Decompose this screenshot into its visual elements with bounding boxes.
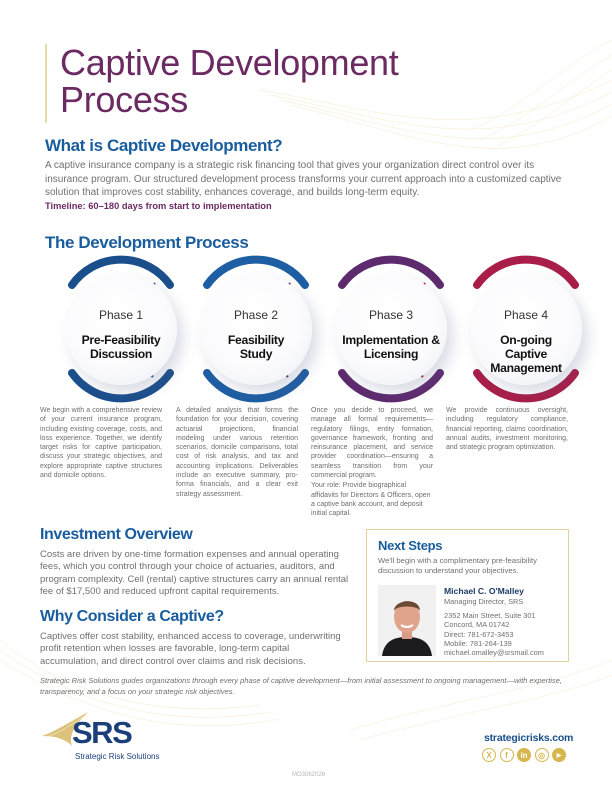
phase-3-your-role: Your role: Provide biographical affidavits for Directors & Officers, open a captive bank account, and deposit initial capital. — [311, 482, 431, 518]
phase-1-number: Phase 1 — [98, 308, 144, 322]
phase-2-description: A detailed analysis that forms the foundation for your decision, covering actuarial projections, financial modeling under various retention scenarios, domicile comparisons, total cost of risk analysis, and tax and accounting implications. Deliverables include an executive summary, pro-forma financials, and a clear exit strategy assessment. — [176, 407, 298, 498]
page-title-line-1: Captive Development — [60, 42, 399, 83]
next-steps-box — [366, 529, 569, 662]
srs-logo — [40, 710, 180, 766]
phase-diagram — [0, 255, 612, 405]
contact-email[interactable]: michael.omalley@srsmail.com — [444, 648, 544, 658]
phase-3-number: Phase 3 — [368, 308, 414, 322]
document-code: MO3062026 — [292, 772, 326, 778]
page-title-line-2: Process — [60, 79, 188, 120]
social-links — [482, 748, 566, 762]
investment-body: Costs are driven by one-time formation expenses and annual operating fees, which you control through your choice of actuaries, auditors, and program complexity. Cell (rental) captive structures carry an annual rental fee of $17,500 and reduced upfront capital requirements. — [40, 549, 349, 597]
contact-direct-phone: Direct: 781-672-3453 — [444, 629, 514, 639]
phase-1-circle — [65, 273, 177, 385]
phase-4 — [455, 255, 591, 405]
what-is-body: A captive insurance company is a strategic risk financing tool that gives your organization direct control over its insurance program. Our structured development process transforms your current approach into a customized captive solution that improves cost stability, enhances coverage, and builds long-term equity. — [45, 160, 562, 198]
contact-details — [444, 586, 566, 657]
next-steps-body: We'll begin with a complimentary pre-feasibility discussion to understand your objectives. — [378, 556, 537, 576]
person-portrait-icon — [378, 585, 436, 656]
title-accent-bar — [45, 44, 47, 123]
contact-address-line-1: 2352 Main Street, Suite 301 — [444, 611, 536, 620]
linkedin-icon[interactable]: in — [517, 748, 531, 762]
what-is-heading: What is Captive Development? — [45, 136, 283, 155]
investment-heading: Investment Overview — [40, 526, 193, 543]
process-heading: The Development Process — [45, 233, 249, 252]
contact-title: Managing Director, SRS — [444, 597, 524, 606]
logo-tagline: Strategic Risk Solutions — [75, 752, 160, 761]
phase-1 — [50, 255, 186, 405]
x-icon[interactable]: X — [482, 748, 496, 762]
phase-2 — [185, 255, 321, 405]
contact-photo — [378, 585, 436, 656]
website-link[interactable]: strategicrisks.com — [484, 732, 574, 744]
phase-3-description-text: Once you decide to proceed, we manage all formal requirements—regulatory filings, entity formation, governance framework, fronting and reinsurance placement, and service provider coordination—ensuring a seamless transition from your commercial program. — [311, 407, 433, 480]
phase-2-name: Feasibility Study — [227, 333, 285, 361]
phase-4-circle — [470, 273, 582, 385]
phase-3-description — [311, 406, 433, 519]
phase-4-name: On-going Captive Management — [490, 333, 562, 375]
phase-3-circle — [335, 273, 447, 385]
facebook-icon[interactable]: f — [500, 748, 514, 762]
phase-2-number: Phase 2 — [233, 308, 279, 322]
phase-1-name: Pre-Feasibility Discussion — [81, 333, 161, 361]
youtube-icon[interactable]: ▶ — [552, 748, 566, 762]
contact-name: Michael C. O'Malley — [444, 586, 524, 596]
why-captive-heading: Why Consider a Captive? — [40, 608, 224, 625]
next-steps-heading: Next Steps — [378, 538, 443, 553]
phase-3-name: Implementation & Licensing — [342, 333, 440, 361]
contact-mobile-phone: Mobile: 781-264-139 — [444, 638, 512, 648]
timeline-note: Timeline: 60–180 days from start to implementation — [45, 201, 272, 211]
page-title — [60, 44, 398, 118]
why-captive-body: Captives offer cost stability, enhanced access to coverage, underwriting profit retention when losses are favorable, long-term capital accumulation, and direct control over claims and risk decisions. — [40, 631, 341, 667]
phase-3 — [320, 255, 456, 405]
contact-address-line-2: Concord, MA 01742 — [444, 620, 510, 630]
closing-statement: Strategic Risk Solutions guides organizations through every phase of captive development—from initial assessment to ongoing management—with expertise, transparency, and a focus on your strategic risk objectives. — [40, 676, 562, 696]
logo-wordmark: SRS — [72, 715, 132, 750]
phase-4-number: Phase 4 — [503, 308, 549, 322]
phase-1-description: We begin with a comprehensive review of your current insurance program, including existing coverage, costs, and loss experience. Together, we identify target risks for captive participation, discuss your strategic objectives, and explore appropriate captive structures and domicile options. — [40, 407, 162, 480]
phase-2-circle — [200, 273, 312, 385]
instagram-icon[interactable]: ◎ — [535, 748, 549, 762]
phase-4-description: We provide continuous oversight, including regulatory compliance, financial reporting, claims coordination, annual audits, investment monitoring, and strategic program optimization. — [446, 407, 568, 452]
